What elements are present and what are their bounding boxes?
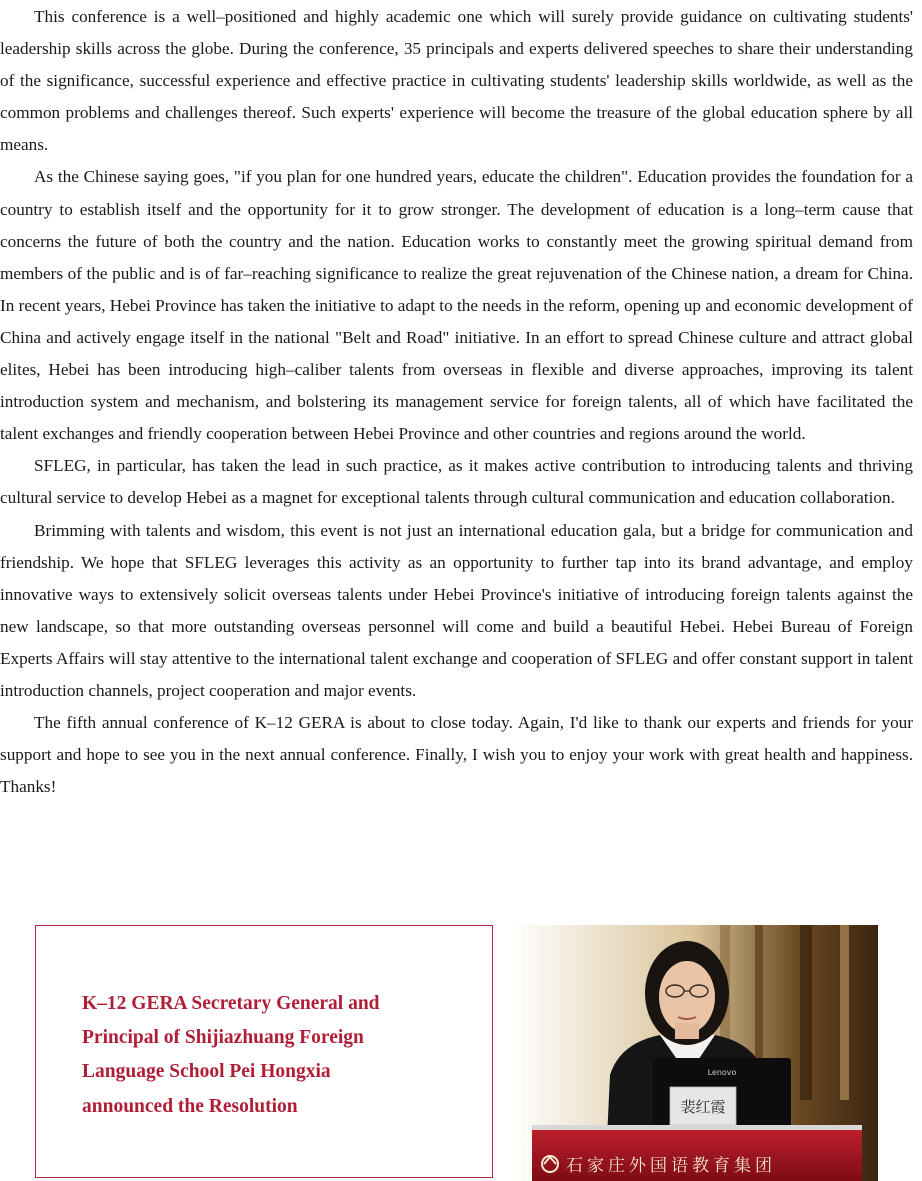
article-body	[0, 1, 913, 803]
caption-line: K–12 GERA Secretary General and	[82, 993, 380, 1014]
paragraph: SFLEG, in particular, has taken the lead in such practice, as it makes active contribution to introducing talents and thriving cultural service to develop Hebei as a magnet for exceptional talents through cultural communication and education collaboration.	[0, 456, 913, 508]
caption-line: announced the Resolution	[82, 1095, 298, 1117]
laptop-brand: Lenovo	[707, 1068, 737, 1077]
photo-caption	[82, 987, 462, 1124]
speaker-photo	[510, 925, 878, 1181]
paragraph: As the Chinese saying goes, "if you plan for one hundred years, educate the children". Education provides the foundation for a country to establish itself and the opportunity for it to grow stronger. The development of education is a long–term cause that concerns the future of both the country and the nation. Education works to constantly meet the growing spiritual demand from members of the public and is of far–reaching significance to realize the great rejuvenation of the Chinese nation, a dream for China. In recent years, Hebei Province has taken the initiative to adapt to the needs in the reform, opening up and economic development of China and actively engage itself in the national "Belt and Road" initiative. In an effort to spread Chinese culture and attract global elites, Hebei has been introducing high–caliber talents from overseas in flexible and diverse approaches, improving its talent introduction system and mechanism, and bolstering its management service for foreign talents, all of which have facilitated the talent exchanges and friendly cooperation between Hebei Province and other countries and regions around the world.	[0, 167, 913, 444]
name-card-text: 裴红霞	[680, 1098, 726, 1116]
paragraph: Brimming with talents and wisdom, this event is not just an international education gala, but a bridge for communication and friendship. We hope that SFLEG leverages this activity as an opportunity to further tap into its brand advantage, and employ innovative ways to extensively solicit overseas talents under Hebei Province's initiative of introducing foreign talents against the new landscape, so that more outstanding overseas personnel will come and build a beautiful Hebei. Hebei Bureau of Foreign Experts Affairs will stay attentive to the international talent exchange and cooperation of SFLEG and offer constant support in talent introduction channels, project cooperation and major events.	[0, 520, 913, 700]
speaker-face	[659, 961, 715, 1033]
podium-banner: 石家庄外国语教育集团	[566, 1156, 776, 1176]
paragraph: This conference is a well–positioned and highly academic one which will surely provide guidance on cultivating students' leadership skills across the globe. During the conference, 35 principals and experts delivered speeches to share their understanding of the significance, successful experience and effective practice in cultivating students' leadership skills worldwide, as well as the common problems and challenges thereof. Such experts' experience will become the treasure of the global education sphere by all means.	[0, 7, 913, 155]
paragraph: The fifth annual conference of K–12 GERA is about to close today. Again, I'd like to thank our experts and friends for your support and hope to see you in the next annual conference. Finally, I wish you to enjoy your work with great health and happiness. Thanks!	[0, 713, 913, 797]
photo-caption-box	[35, 925, 493, 1178]
caption-line: Language School Pei Hongxia	[82, 1061, 331, 1083]
caption-line: Principal of Shijiazhuang Foreign	[82, 1027, 364, 1049]
